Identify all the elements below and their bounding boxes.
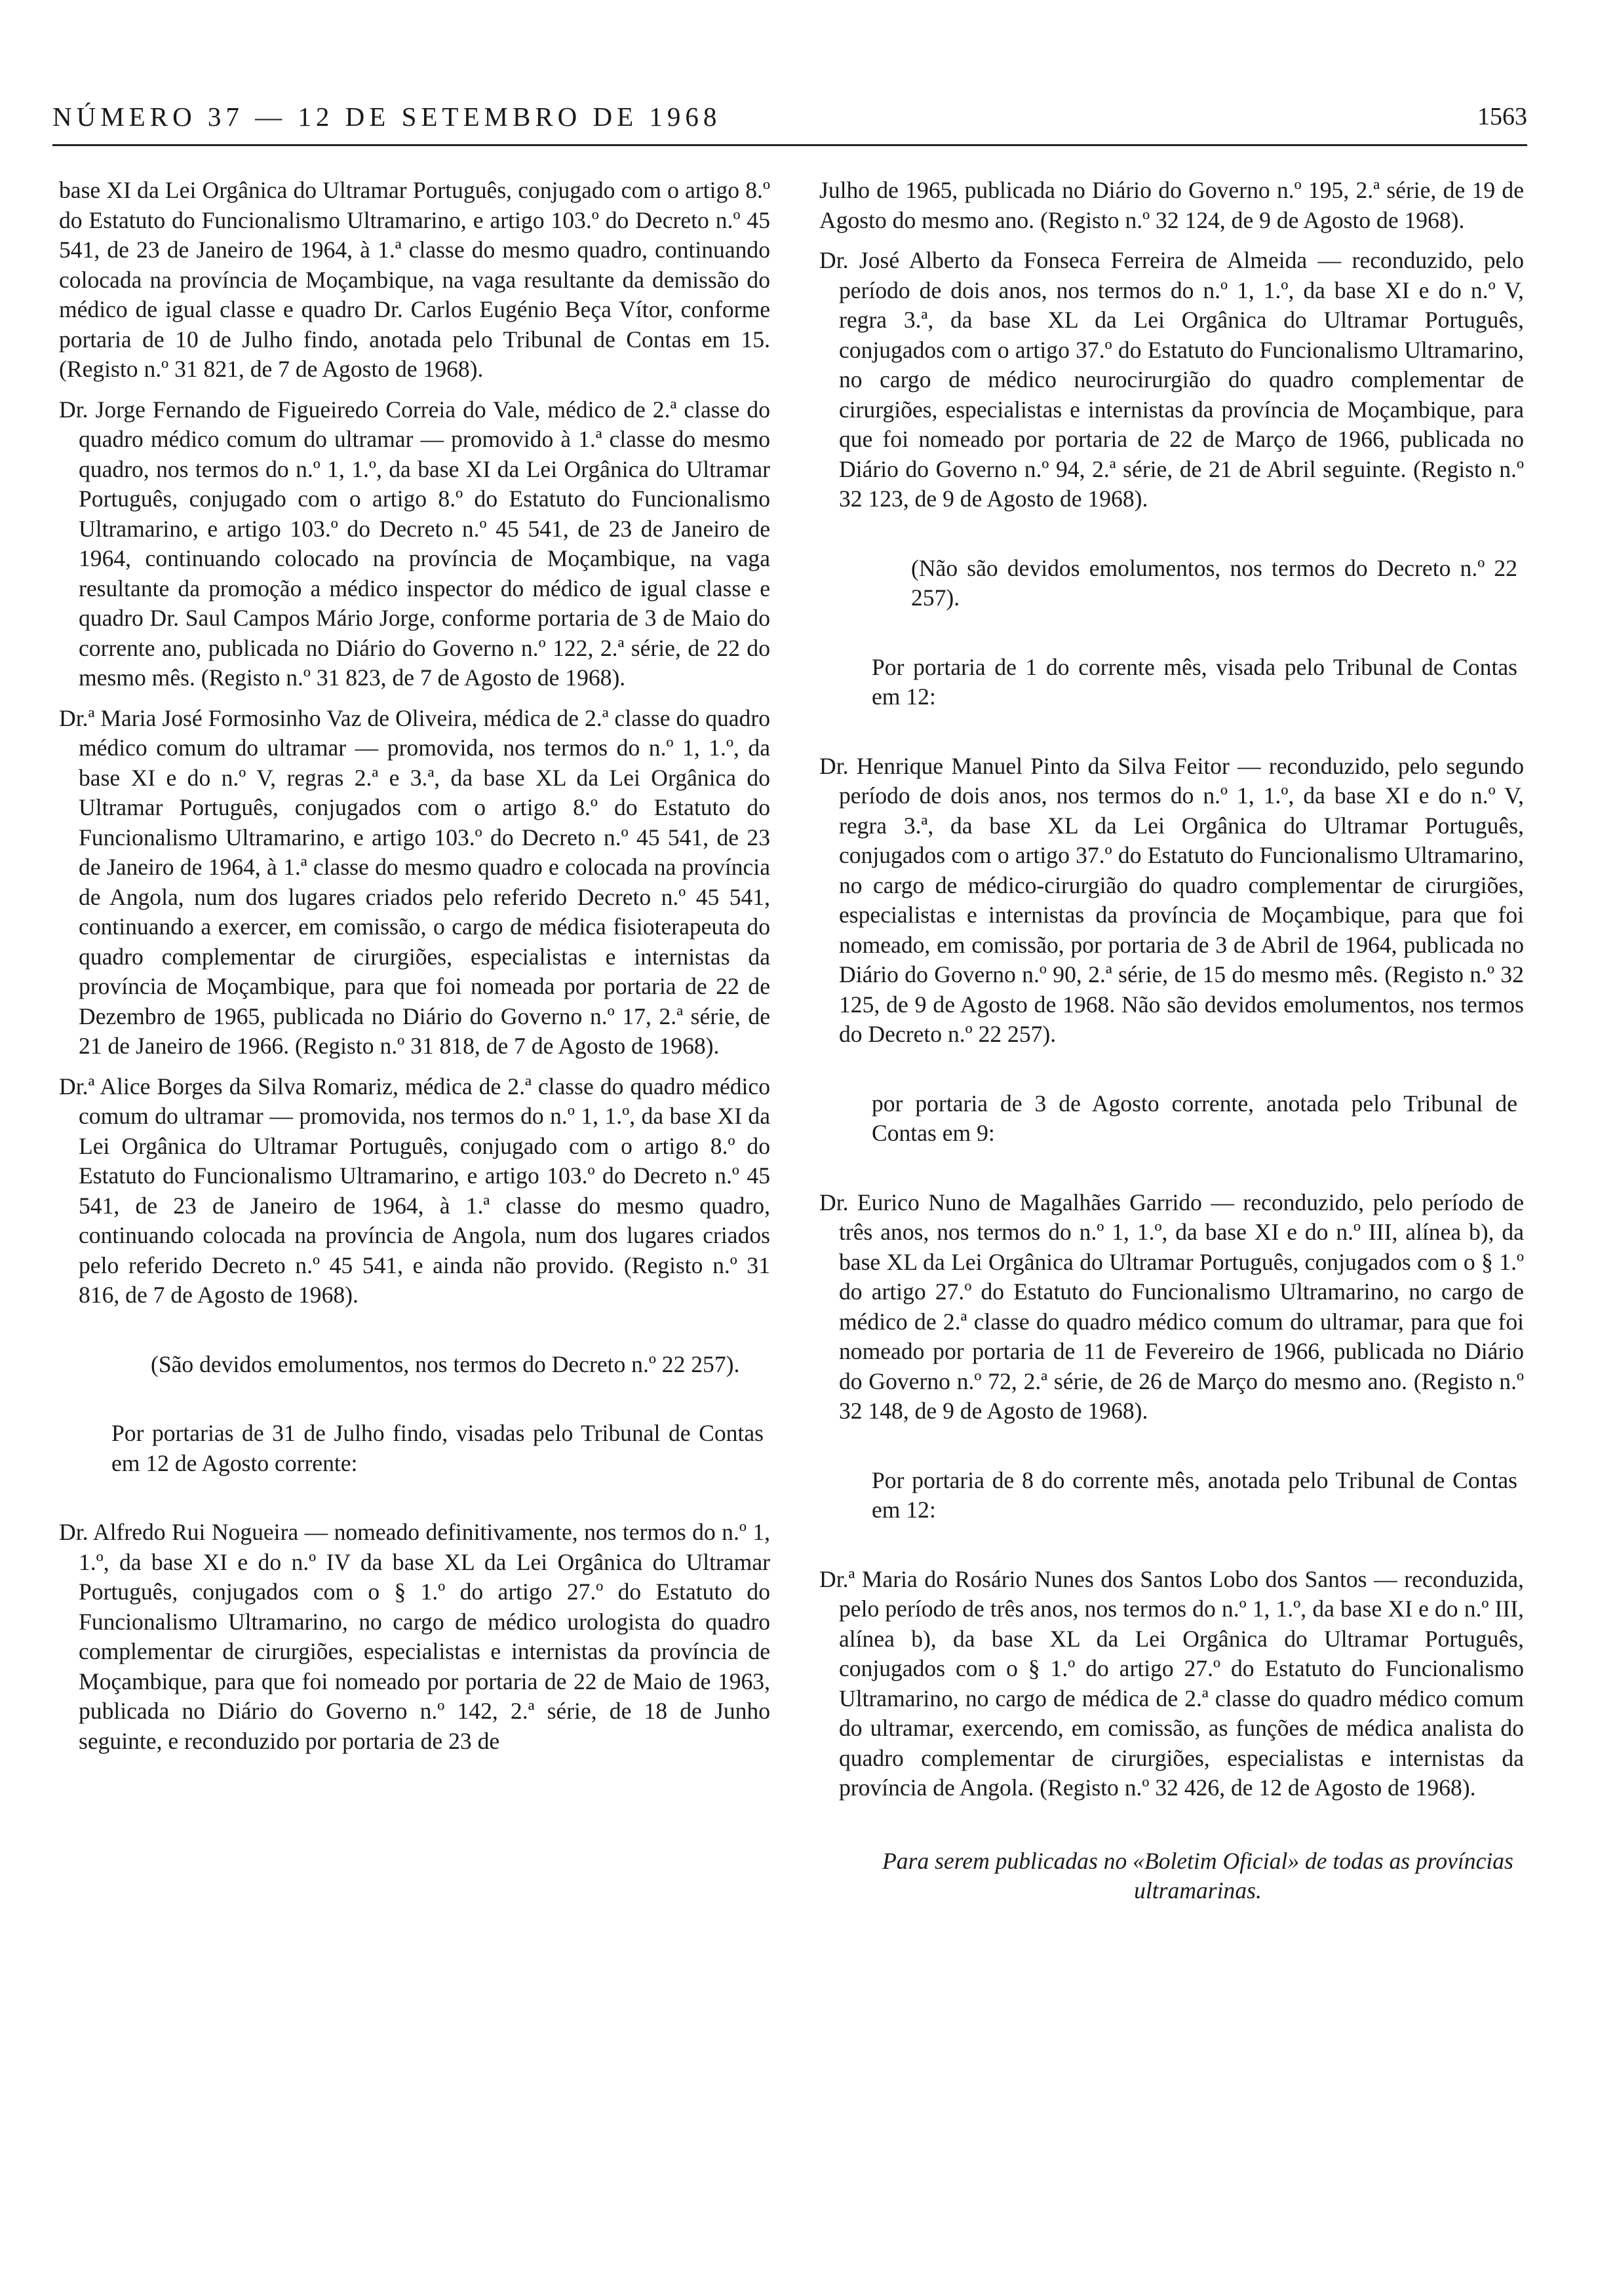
entry-almeida: Dr. José Alberto da Fonseca Ferreira de Almeida — reconduzido, pelo período de dois anos, nos termos do n.º 1, 1.º, da base XI e do n.º V, regra 3.ª, da base XL da Lei Orgânica do Ultramar Português, conjugados com o artigo 37.º do Estatuto do Funcionalismo Ultramarino, no cargo de médico neurocirurgião do quadro complementar de cirurgiões, especialistas e internistas da província de Moçambique, para que foi nomeado por portaria de 22 de Março de 1966, publicada no Diário do Governo n.º 94, 2.ª série, de 21 de Abril seguinte. (Registo n.º 32 123, de 9 de Agosto de 1968). — [819, 247, 1524, 512]
entry-nogueira: Dr. Alfredo Rui Nogueira — nomeado definitivamente, nos termos do n.º 1, 1.º, da base XI e do n.º IV da base XL da Lei Orgânica do Ultramar Português, conjugados com o § 1.º do artigo 27.º do Estatuto do Funcionalismo Ultramarino, no cargo de médico urologista do quadro complementar de cirurgiões, especialistas e internistas da província de Moçambique, para que foi nomeado por portaria de 22 de Maio de 1963, publicada no Diário do Governo n.º 142, 2.ª série, de 18 de Junho seguinte, e reconduzido por portaria de 23 de — [59, 1519, 770, 1754]
entry-continued-right: Julho de 1965, publicada no Diário do Governo n.º 195, 2.ª série, de 19 de Agosto do mesmo ano. (Registo n.º 32 124, de 9 de Agosto de 1968). — [819, 177, 1524, 233]
left-column — [59, 176, 770, 1767]
entry-continued-left: base XI da Lei Orgânica do Ultramar Português, conjugado com o artigo 8.º do Estatuto do Funcionalismo Ultramarino, e artigo 103.º do Decreto n.º 45 541, de 23 de Janeiro de 1964, à 1.ª classe do mesmo quadro, continuando colocada na província de Moçambique, na vaga resultante da demissão do médico de igual classe e quadro Dr. Carlos Eugénio Beça Vítor, conforme portaria de 10 de Julho findo, anotada pelo Tribunal de Contas em 15. (Registo n.º 31 821, de 7 de Agosto de 1968). — [59, 177, 770, 382]
entry-romariz: Dr.ª Alice Borges da Silva Romariz, médica de 2.ª classe do quadro médico comum do ultramar — promovida, nos termos do n.º 1, 1.º, da base XI da Lei Orgânica do Ultramar Português, conjugado com o artigo 8.º do Estatuto do Funcionalismo Ultramarino, e artigo 103.º do Decreto n.º 45 541, de 23 de Janeiro de 1964, à 1.ª classe do mesmo quadro, continuando colocada na província de Angola, num dos lugares criados pelo referido Decreto n.º 45 541, e ainda não provido. (Registo n.º 31 816, de 7 de Agosto de 1968). — [59, 1073, 770, 1308]
right-column — [819, 176, 1524, 1906]
entry-garrido: Dr. Eurico Nuno de Magalhães Garrido — reconduzido, pelo período de três anos, nos termos do n.º 1, 1.º, da base XI e do n.º III, alínea b), da base XL da Lei Orgânica do Ultramar Português, conjugados com o § 1.º do artigo 27.º do Estatuto do Funcionalismo Ultramarino, no cargo de médico de 2.ª classe do quadro médico comum do ultramar, para que foi nomeado por portaria de 11 de Fevereiro de 1966, publicada no Diário do Governo n.º 72, 2.ª série, de 26 de Março do mesmo ano. (Registo n.º 32 148, de 9 de Agosto de 1968). — [819, 1189, 1524, 1424]
entry-santos: Dr.ª Maria do Rosário Nunes dos Santos Lobo dos Santos — reconduzida, pelo período de três anos, nos termos do n.º 1, 1.º, da base XI e do n.º III, alínea b), da base XL da Lei Orgânica do Ultramar Português, conjugados com o § 1.º do artigo 27.º do Estatuto do Funcionalismo Ultramarino, no cargo de médica de 2.ª classe do quadro médico comum do ultramar, exercendo, em comissão, as funções de médica analista do quadro complementar de cirurgiões, especialistas e internistas da província de Angola. (Registo n.º 32 426, de 12 de Agosto de 1968). — [819, 1565, 1524, 1801]
page-header — [52, 98, 1527, 146]
intro-portaria-3: por portaria de 3 de Agosto corrente, anotada pelo Tribunal de Contas em 9: — [872, 1090, 1517, 1146]
closing-note: Para serem publicadas no «Boletim Oficial» de todas as províncias ultramarinas. — [882, 1847, 1513, 1904]
page-number: 1563 — [1477, 103, 1527, 130]
entry-oliveira: Dr.ª Maria José Formosinho Vaz de Oliveira, médica de 2.ª classe do quadro médico comum do ultramar — promovida, nos termos do n.º 1, 1.º, da base XI e do n.º V, regras 2.ª e 3.ª, da base XL da Lei Orgânica do Ultramar Português, conjugados com o artigo 8.º do Estatuto do Funcionalismo Ultramarino, e artigo 103.º do Decreto n.º 45 541, de 23 de Janeiro de 1964, à 1.ª classe do mesmo quadro e colocada na província de Angola, num dos lugares criados pelo referido Decreto n.º 45 541, continuando a exercer, em comissão, o cargo de médica fisioterapeuta do quadro complementar de cirurgiões, especialistas e internistas da província de Moçambique, para que foi nomeada por portaria de 22 de Dezembro de 1965, publicada no Diário do Governo n.º 17, 2.ª série, de 21 de Janeiro de 1966. (Registo n.º 31 818, de 7 de Agosto de 1968). — [59, 704, 770, 1059]
intro-portaria-1: Por portaria de 1 do corrente mês, visada pelo Tribunal de Contas em 12: — [872, 653, 1517, 710]
intro-portaria-8: Por portaria de 8 do corrente mês, anotada pelo Tribunal de Contas em 12: — [872, 1466, 1517, 1523]
entry-vale: Dr. Jorge Fernando de Figueiredo Correia do Vale, médico de 2.ª classe do quadro médico comum do ultramar — promovido à 1.ª classe do mesmo quadro, nos termos do n.º 1, 1.º, da base XI da Lei Orgânica do Ultramar Português, conjugado com o artigo 8.º do Estatuto do Funcionalismo Ultramarino, e artigo 103.º do Decreto n.º 45 541, de 23 de Janeiro de 1964, continuando colocado na província de Moçambique, na vaga resultante da promoção a médico inspector do médico de igual classe e quadro Dr. Saul Campos Mário Jorge, conforme portaria de 3 de Maio do corrente ano, publicada no Diário do Governo n.º 122, 2.ª série, de 22 do mesmo mês. (Registo n.º 31 823, de 7 de Agosto de 1968). — [59, 396, 770, 691]
note-emolumentos: (São devidos emolumentos, nos termos do Decreto n.º 22 257). — [151, 1350, 740, 1377]
intro-portarias: Por portarias de 31 de Julho findo, visadas pelo Tribunal de Contas em 12 de Agosto corrente: — [111, 1420, 764, 1476]
entry-feitor: Dr. Henrique Manuel Pinto da Silva Feitor — reconduzido, pelo segundo período de dois anos, nos termos do n.º 1, 1.º, da base XI e do n.º V, regra 3.ª, da base XL da Lei Orgânica do Ultramar Português, conjugados com o artigo 37.º do Estatuto do Funcionalismo Ultramarino, no cargo de médico-cirurgião do quadro complementar de cirurgiões, especialistas e internistas da província de Moçambique, para que foi nomeado, em comissão, por portaria de 3 de Abril de 1964, publicada no Diário do Governo n.º 90, 2.ª série, de 15 do mesmo mês. (Registo n.º 32 125, de 9 de Agosto de 1968. Não são devidos emolumentos, nos termos do Decreto n.º 22 257). — [819, 752, 1524, 1047]
issue-title: NÚMERO 37 — 12 DE SETEMBRO DE 1968 — [52, 102, 722, 132]
note-nao-devidos: (Não são devidos emolumentos, nos termos do Decreto n.º 22 257). — [911, 554, 1517, 611]
